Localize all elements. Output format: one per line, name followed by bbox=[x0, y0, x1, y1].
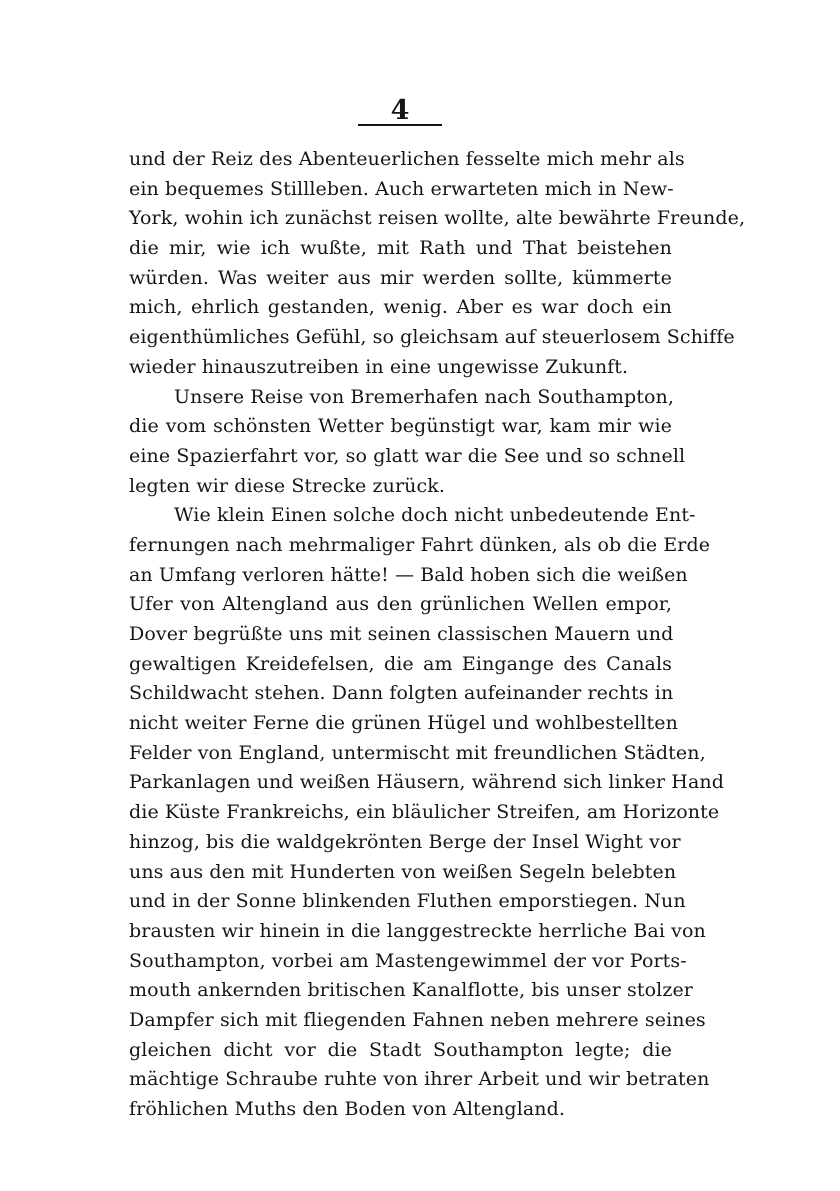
text-line: und in der Sonne blinkenden Fluthen emporstiegen. Nun bbox=[129, 890, 686, 913]
text-line: gleichen dicht vor die Stadt Southampton legte; die bbox=[129, 1038, 672, 1061]
text-line: würden. Was weiter aus mir werden sollte, kümmerte bbox=[129, 266, 672, 289]
text-line: nicht weiter Ferne die grünen Hügel und wohlbestellten bbox=[129, 712, 678, 735]
text-line: Wie klein Einen solche doch nicht unbedeutende Ent- bbox=[174, 504, 696, 527]
text-line: fernungen nach mehrmaliger Fahrt dünken, als ob die Erde bbox=[129, 533, 711, 556]
text-line: eigenthümliches Gefühl, so gleichsam auf steuerlosem Schiffe bbox=[129, 326, 735, 349]
page-number: 4 bbox=[390, 95, 410, 126]
text-line: mich, ehrlich gestanden, wenig. Aber es war doch ein bbox=[129, 296, 672, 319]
body-text bbox=[129, 145, 746, 1125]
text-line: wieder hinauszutreiben in eine ungewisse Zukunft. bbox=[129, 355, 629, 378]
text-line: mouth ankernden britischen Kanalflotte, bis unser stolzer bbox=[129, 979, 693, 1002]
text-line: ein bequemes Stillleben. Auch erwarteten mich in New- bbox=[129, 177, 674, 200]
text-line: die vom schönsten Wetter begünstigt war, kam mir wie bbox=[129, 415, 672, 438]
text-line: eine Spazierfahrt vor, so glatt war die See und so schnell bbox=[129, 444, 686, 467]
text-line: Felder von England, untermischt mit freundlichen Städten, bbox=[129, 741, 706, 764]
text-line: mächtige Schraube ruhte von ihrer Arbeit und wir betraten bbox=[129, 1068, 710, 1091]
text-line: und der Reiz des Abenteuerlichen fesselte mich mehr als bbox=[129, 148, 685, 170]
text-line: uns aus den mit Hunderten von weißen Segeln belebten bbox=[129, 860, 677, 883]
text-line: Ufer von Altengland aus den grünlichen Wellen empor, bbox=[129, 593, 672, 616]
text-line: die Küste Frankreichs, ein bläulicher Streifen, am Horizonte bbox=[129, 801, 720, 824]
text-line: Unsere Reise von Bremerhafen nach Southampton, bbox=[174, 385, 674, 408]
text-line: brausten wir hinein in die langgestreckte herrliche Bai von bbox=[129, 919, 706, 942]
text-line: an Umfang verloren hätte! — Bald hoben sich die weißen bbox=[129, 563, 688, 586]
page-number-rule bbox=[358, 124, 442, 126]
text-line: gewaltigen Kreidefelsen, die am Eingange des Canals bbox=[129, 652, 672, 675]
text-line: Dover begrüßte uns mit seinen classischen Mauern und bbox=[129, 623, 674, 645]
text-line: legten wir diese Strecke zurück. bbox=[129, 474, 445, 497]
text-line: hinzog, bis die waldgekrönten Berge der Insel Wight vor bbox=[129, 830, 681, 853]
text-line: die mir, wie ich wußte, mit Rath und That beistehen bbox=[129, 237, 672, 260]
text-line: Southampton, vorbei am Mastengewimmel der vor Ports- bbox=[129, 949, 687, 972]
text-line: fröhlichen Muths den Boden von Altengland. bbox=[129, 1098, 566, 1120]
text-line: York, wohin ich zunächst reisen wollte, alte bewährte Freunde, bbox=[129, 207, 746, 230]
text-line: Dampfer sich mit fliegenden Fahnen neben mehrere seines bbox=[129, 1008, 706, 1031]
text-line: Parkanlagen und weißen Häusern, während sich linker Hand bbox=[129, 771, 725, 794]
text-line: Schildwacht stehen. Dann folgten aufeinander rechts in bbox=[129, 682, 674, 705]
